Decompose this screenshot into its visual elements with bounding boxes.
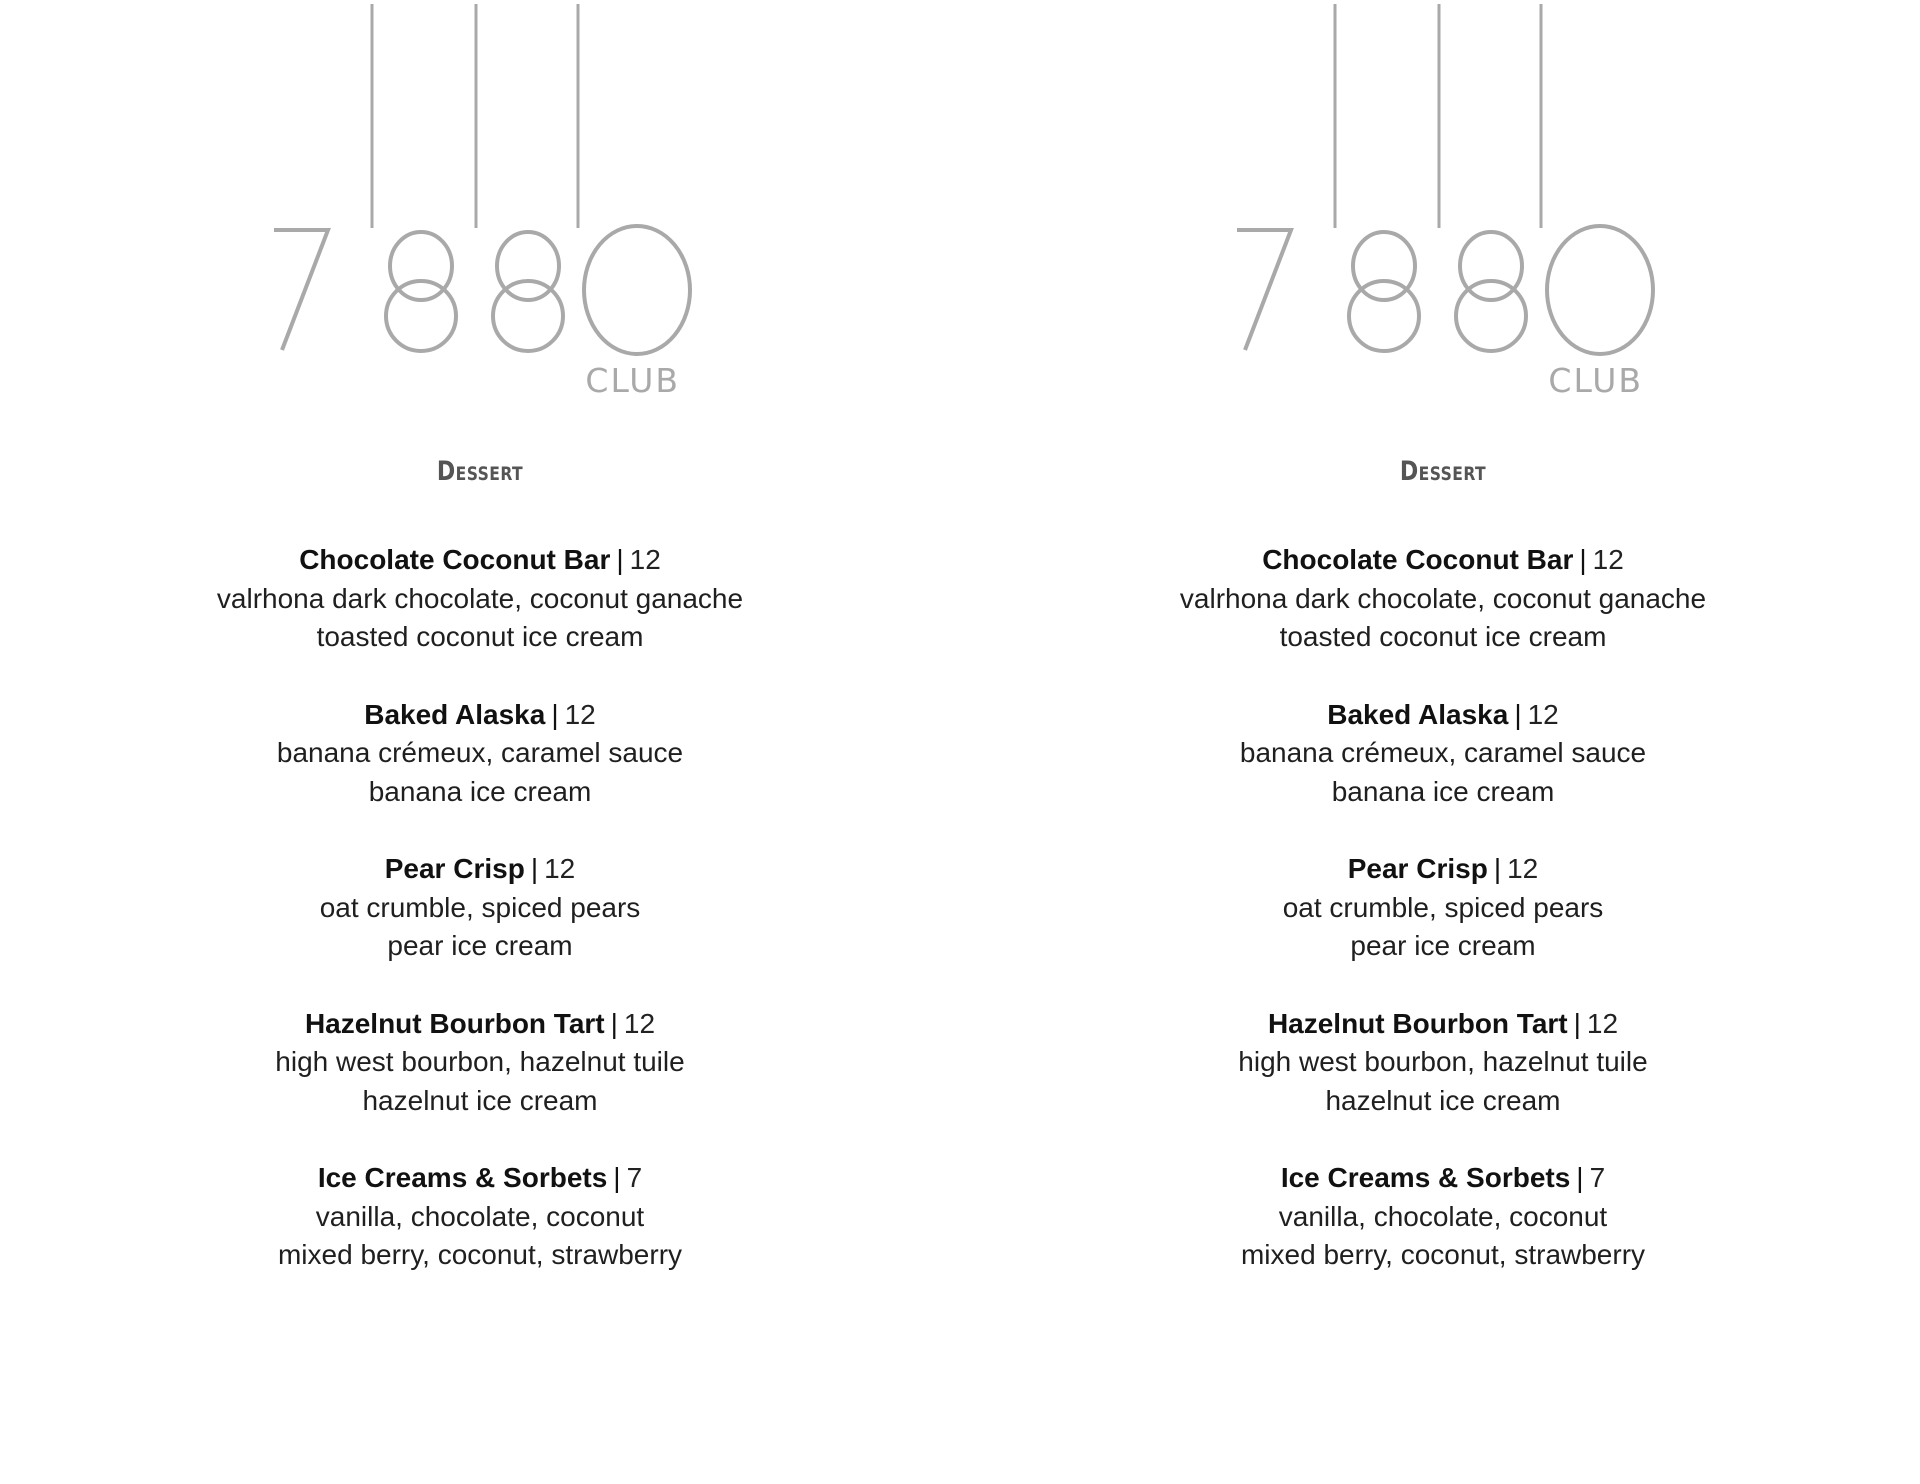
item-separator: | [1579, 544, 1587, 575]
item-price: 12 [544, 853, 576, 884]
menu-item [963, 541, 1920, 657]
menu-item [963, 850, 1920, 966]
item-separator: | [613, 1162, 621, 1193]
item-description: mixed berry, coconut, strawberry [277, 1239, 683, 1270]
item-name: Ice Creams & Sorbets [317, 1162, 608, 1193]
menu-item [963, 1005, 1920, 1121]
item-price: 12 [1527, 698, 1559, 730]
menu-items [0, 541, 960, 1314]
menu-item [0, 696, 960, 812]
section-title: Dessert [436, 456, 524, 487]
item-price: 12 [623, 1007, 656, 1039]
item-name: Baked Alaska [364, 698, 546, 730]
menu-item [963, 696, 1920, 812]
menu-item [0, 850, 960, 966]
item-price: 7 [1589, 1162, 1606, 1193]
item-description: pear ice cream [1350, 930, 1536, 961]
club-logo-graphic [1225, 0, 1675, 400]
item-price: 12 [629, 544, 661, 575]
item-description: vanilla, chocolate, coconut [315, 1200, 645, 1232]
section-title: Dessert [1399, 456, 1487, 487]
menu-item [0, 1159, 960, 1275]
item-description: banana ice cream [368, 775, 592, 807]
menu-item [963, 1159, 1920, 1275]
menu-page-right [963, 0, 1920, 1484]
item-description: oat crumble, spiced pears [1282, 891, 1604, 923]
item-name: Hazelnut Bourbon Tart [304, 1007, 605, 1039]
item-description: vanilla, chocolate, coconut [1278, 1200, 1608, 1232]
item-separator: | [530, 853, 539, 884]
item-description: hazelnut ice cream [362, 1084, 598, 1116]
item-price: 12 [1592, 544, 1624, 575]
club-logo-graphic [262, 0, 712, 400]
item-description: mixed berry, coconut, strawberry [1240, 1239, 1646, 1270]
item-description: pear ice cream [387, 930, 573, 961]
item-separator: | [1493, 853, 1502, 884]
menu-item [0, 541, 960, 657]
svg-text:CLUB: CLUB [585, 361, 680, 400]
item-price: 12 [564, 698, 596, 730]
item-description: oat crumble, spiced pears [319, 891, 641, 923]
club-logo [1225, 0, 1675, 400]
item-price: 7 [626, 1162, 643, 1193]
menu-items [963, 541, 1920, 1314]
item-description: hazelnut ice cream [1325, 1084, 1561, 1116]
item-separator: | [610, 1007, 618, 1039]
item-name: Chocolate Coconut Bar [1262, 544, 1574, 575]
item-description: valrhona dark chocolate, coconut ganache [1179, 582, 1707, 614]
item-price: 12 [1507, 853, 1539, 884]
item-price: 12 [1586, 1007, 1619, 1039]
item-separator: | [551, 698, 559, 730]
item-name: Ice Creams & Sorbets [1280, 1162, 1571, 1193]
item-description: banana crémeux, caramel sauce [276, 737, 684, 768]
item-separator: | [1576, 1162, 1584, 1193]
item-description: banana crémeux, caramel sauce [1239, 737, 1647, 768]
item-description: banana ice cream [1331, 775, 1555, 807]
item-name: Baked Alaska [1327, 698, 1509, 730]
item-name: Hazelnut Bourbon Tart [1267, 1007, 1568, 1039]
svg-text:CLUB: CLUB [1548, 361, 1643, 400]
item-description: high west bourbon, hazelnut tuile [275, 1046, 685, 1077]
item-description: high west bourbon, hazelnut tuile [1238, 1046, 1648, 1077]
item-separator: | [1514, 698, 1522, 730]
item-separator: | [616, 544, 624, 575]
club-logo [262, 0, 712, 400]
item-name: Pear Crisp [1347, 853, 1488, 884]
item-description: valrhona dark chocolate, coconut ganache [216, 582, 744, 614]
item-separator: | [1573, 1007, 1581, 1039]
item-description: toasted coconut ice cream [1279, 621, 1607, 652]
item-description: toasted coconut ice cream [316, 621, 644, 652]
item-name: Pear Crisp [384, 853, 525, 884]
item-name: Chocolate Coconut Bar [299, 544, 611, 575]
menu-item [0, 1005, 960, 1121]
